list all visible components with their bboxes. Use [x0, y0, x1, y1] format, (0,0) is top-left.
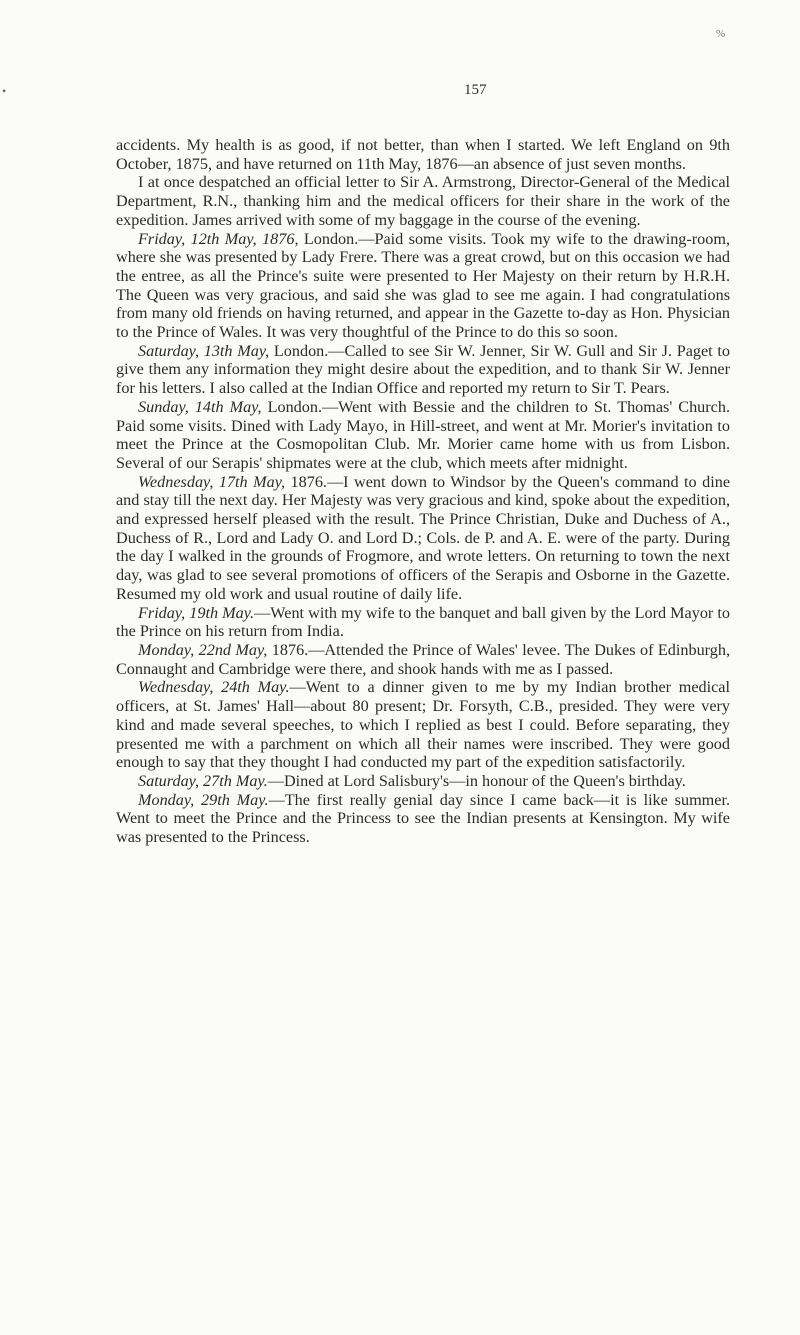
left-margin-mark: •	[2, 84, 7, 98]
paragraph-8	[116, 641, 730, 678]
paragraph-text: —The first really genial day since I came back—it is like summer. Went to meet the Prince and the Princess to see the Indian presents at Kensington. My wife was presented to the Princess.	[116, 790, 730, 847]
paragraph-1	[116, 136, 730, 173]
paragraph-text: 1876.—I went down to Windsor by the Queen's command to dine and stay till the next day. Her Majesty was very gracious and kind, spoke about the expedition, and expressed herself pleased with the result. The Prince Christian, Duke and Duchess of A., Duchess of R., Lord and Lady O. and Lord D.; Cols. de P. and A. E. were of the party. During the day I walked in the grounds of Frogmore, and wrote letters. On returning to town the next day, was glad to see several promotions of officers of the Serapis and Osborne in the Gazette. Resumed my old work and usual routine of daily life.	[116, 472, 730, 603]
paragraph-7	[116, 604, 730, 641]
paragraph-3	[116, 230, 730, 342]
paragraph-text: London.—Paid some visits. Took my wife to the drawing-room, where she was presented by Lady Frere. There was a great crowd, but on this occasion we had the entree, as all the Prince's suite were presented to Her Majesty on their return by H.R.H. The Queen was very gracious, and said she was glad to see me again. I had congratulations from many old friends on having returned, and appear in the Gazette to-day as Hon. Physician to the Prince of Wales. It was very thoughtful of the Prince to do this so soon.	[116, 229, 730, 342]
paragraph-date: Sunday, 14th May,	[138, 397, 262, 416]
paragraph-4	[116, 342, 730, 398]
paragraph-text: —Went with my wife to the banquet and ball given by the Lord Mayor to the Prince on his return from India.	[116, 603, 731, 641]
paragraph-2	[116, 173, 730, 229]
paragraph-text: I at once despatched an official letter to Sir A. Armstrong, Director-General of the Medical Department, R.N., thanking him and the medical officers for their share in the work of the expedition. James arrived with some of my baggage in the course of the evening.	[116, 173, 730, 229]
body-text	[116, 136, 730, 847]
paragraph-text: London.—Called to see Sir W. Jenner, Sir W. Gull and Sir J. Paget to give them any information they might desire about the expedition, and to thank Sir W. Jenner for his letters. I also called at the Indian Office and reported my return to Sir T. Pears.	[116, 341, 730, 398]
paragraph-6	[116, 473, 730, 604]
paragraph-text: —Went to a dinner given to me by my Indian brother medical officers, at St. James' Hall—about 80 present; Dr. Forsyth, C.B., presided. They were very kind and made several speeches, to which I replied as best I could. Before separating, they presented me with a parchment on which all their names were inscribed. They were good enough to say that they thought I had conducted my part of the expedition satisfactorily.	[116, 678, 730, 772]
paragraph-text: 1876.—Attended the Prince of Wales' levee. The Dukes of Edinburgh, Connaught and Cambridge were there, and shook hands with me as I passed.	[116, 640, 730, 678]
paragraph-10	[116, 772, 730, 791]
paragraph-text: accidents. My health is as good, if not better, than when I started. We left England on 9th October, 1875, and have returned on 11th May, 1876—an absence of just seven months.	[116, 136, 730, 173]
paragraph-date: Saturday, 27th May.	[138, 771, 268, 790]
paragraph-date: Friday, 12th May, 1876,	[138, 229, 299, 248]
paragraph-date: Monday, 29th May.	[138, 790, 269, 809]
page-number: 157	[464, 82, 487, 98]
paragraph-11	[116, 791, 730, 847]
paragraph-date: Monday, 22nd May,	[138, 640, 268, 659]
paragraph-date: Friday, 19th May.	[138, 603, 255, 622]
top-margin-mark: %	[716, 28, 726, 40]
paragraph-text: London.—Went with Bessie and the children to St. Thomas' Church. Paid some visits. Dined with Lady Mayo, in Hill-street, and went at Mr. Morier's invitation to meet the Prince at the Cosmopolitan Club. Mr. Morier came home with us from Lisbon. Several of our Serapis' shipmates were at the club, which meets after midnight.	[116, 397, 730, 472]
paragraph-date: Wednesday, 17th May,	[138, 472, 286, 491]
paragraph-text: —Dined at Lord Salisbury's—in honour of the Queen's birthday.	[267, 771, 686, 790]
paragraph-9	[116, 678, 730, 772]
paragraph-5	[116, 398, 730, 473]
paragraph-date: Wednesday, 24th May.	[138, 678, 290, 697]
paragraph-date: Saturday, 13th May,	[138, 341, 270, 360]
